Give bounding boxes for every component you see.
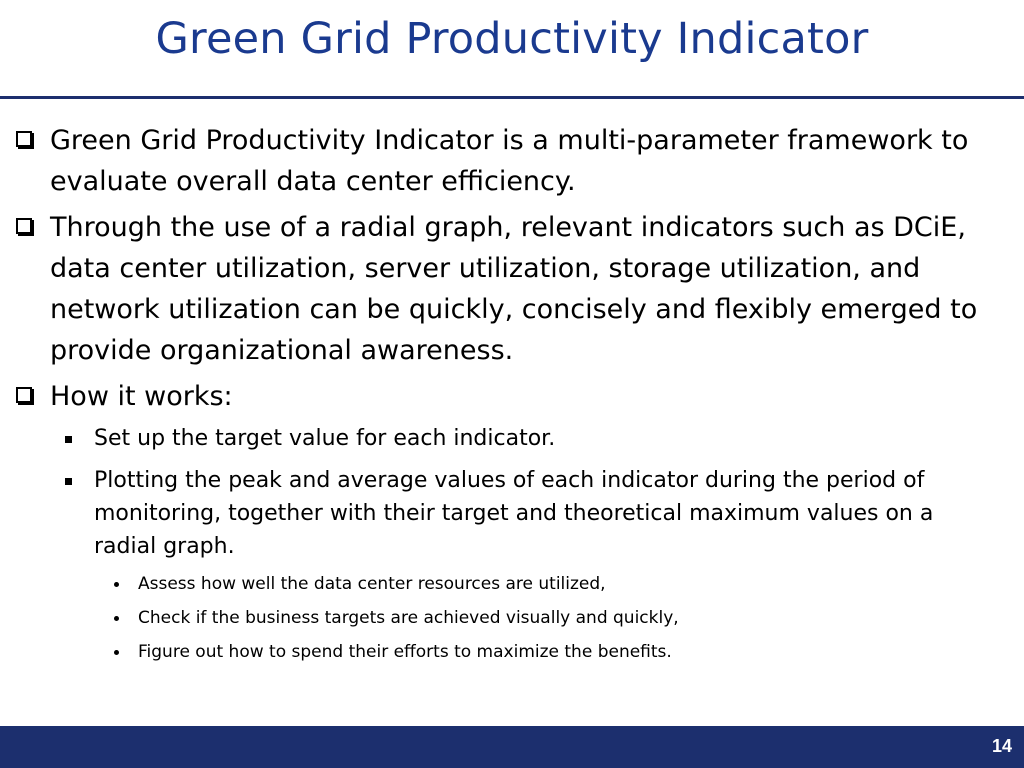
bullet-1-text: Green Grid Productivity Indicator is a multi-parameter framework to evaluate overall data center efficiency. bbox=[50, 125, 969, 197]
hollow-box-icon bbox=[16, 218, 32, 234]
sub-bullet-1-text: Set up the target value for each indicator. bbox=[94, 426, 556, 451]
bullet-2 bbox=[0, 207, 1024, 371]
sub-sub-bullet-2 bbox=[0, 606, 1024, 630]
dot-icon bbox=[114, 650, 119, 655]
page-number: 14 bbox=[991, 736, 1012, 756]
sub-sub-bullet-3 bbox=[0, 640, 1024, 664]
dot-icon bbox=[114, 616, 119, 621]
slide-content bbox=[0, 120, 1024, 674]
sub-bullet-1 bbox=[0, 422, 1024, 455]
filled-square-icon bbox=[65, 436, 72, 443]
hollow-box-icon bbox=[16, 131, 32, 147]
sub-sub-bullet-1 bbox=[0, 572, 1024, 596]
filled-square-icon bbox=[65, 478, 72, 485]
sub-bullet-2 bbox=[0, 464, 1024, 563]
sub-sub-bullet-1-text: Assess how well the data center resources are utilized, bbox=[138, 574, 606, 594]
bullet-1 bbox=[0, 120, 1024, 202]
sub-sub-bullet-2-text: Check if the business targets are achieved visually and quickly, bbox=[138, 608, 679, 628]
bullet-3 bbox=[0, 376, 1024, 417]
title-divider bbox=[0, 96, 1024, 99]
sub-sub-bullet-3-text: Figure out how to spend their efforts to maximize the benefits. bbox=[138, 642, 672, 662]
hollow-box-icon bbox=[16, 387, 32, 403]
sub-bullet-2-text: Plotting the peak and average values of each indicator during the period of monitoring, together with their target and theoretical maximum values on a radial graph. bbox=[94, 468, 934, 559]
slide-title: Green Grid Productivity Indicator bbox=[155, 14, 869, 64]
bullet-2-text: Through the use of a radial graph, relevant indicators such as DCiE, data center utilization, server utilization, storage utilization, and network utilization can be quickly, concisely and flexibly emerged to provide organizational awareness. bbox=[50, 212, 978, 366]
bullet-3-text: How it works: bbox=[50, 381, 233, 412]
footer-bar bbox=[0, 726, 1024, 768]
dot-icon bbox=[114, 582, 119, 587]
